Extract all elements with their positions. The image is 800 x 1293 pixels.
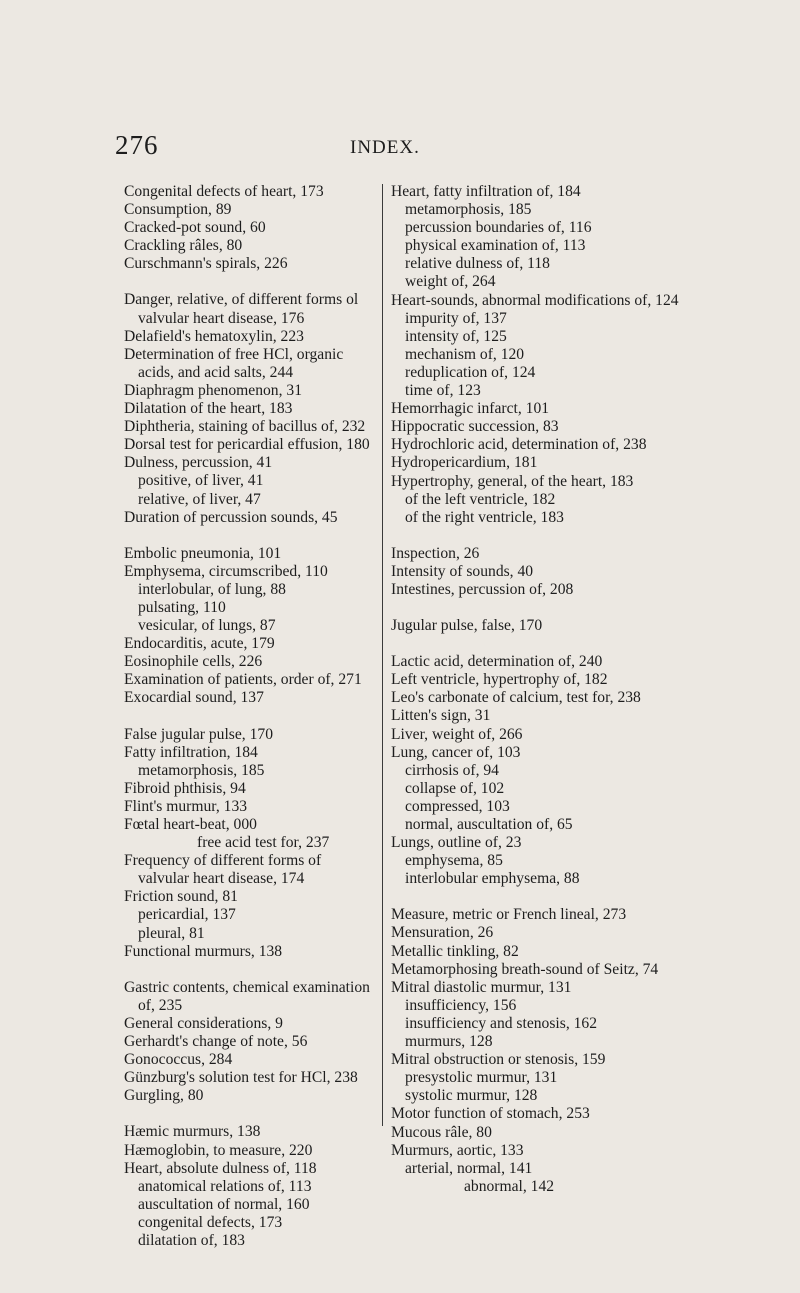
index-subentry: weight of, 264 (405, 273, 496, 291)
index-subentry: emphysema, 85 (405, 852, 503, 870)
index-entry: Duration of percussion sounds, 45 (124, 508, 338, 526)
index-entry: Dorsal test for pericardial effusion, 180 (124, 436, 370, 454)
index-entry: Embolic pneumonia, 101 (124, 544, 282, 562)
index-subentry: arterial, normal, 141 (405, 1159, 533, 1177)
index-subentry: anatomical relations of, 113 (138, 1177, 312, 1195)
index-entry: Mensuration, 26 (391, 924, 494, 942)
index-column-right (391, 183, 691, 1196)
index-subentry: time of, 123 (405, 382, 481, 400)
index-entry: Flint's murmur, 133 (124, 797, 248, 815)
index-entry: Fibroid phthisis, 94 (124, 779, 246, 797)
index-subentry: intensity of, 125 (405, 327, 507, 345)
index-gap (391, 599, 691, 617)
index-entry: False jugular pulse, 170 (124, 725, 273, 743)
index-entry: Left ventricle, hypertrophy of, 182 (391, 671, 608, 689)
page-title: INDEX. (350, 137, 420, 158)
index-subentry: pleural, 81 (138, 924, 205, 942)
index-entry: Lung, cancer of, 103 (391, 743, 521, 761)
index-entry: Metallic tinkling, 82 (391, 942, 519, 960)
index-entry: Hæmic murmurs, 138 (124, 1123, 261, 1141)
index-subentry: impurity of, 137 (405, 309, 507, 327)
index-gap (124, 273, 376, 291)
index-subentry: abnormal, 142 (464, 1177, 555, 1195)
index-gap (124, 961, 376, 979)
index-entry: Hydrochloric acid, determination of, 238 (391, 436, 647, 454)
index-subentry: interlobular emphysema, 88 (405, 870, 580, 888)
index-entry: Determination of free HCl, organic acids, and acid salts, 244 (124, 345, 344, 381)
index-entry: Hydropericardium, 181 (391, 454, 538, 472)
index-entry: Gonococcus, 284 (124, 1051, 233, 1069)
index-entry: Gastric contents, chemical examination of, 235 (124, 978, 370, 1014)
index-entry: General considerations, 9 (124, 1014, 283, 1032)
index-entry: Hæmoglobin, to measure, 220 (124, 1141, 313, 1159)
index-entry: Inspection, 26 (391, 544, 480, 562)
index-entry: Dulness, percussion, 41 (124, 454, 273, 472)
index-entry: Delafield's hematoxylin, 223 (124, 327, 304, 345)
index-entry: Endocarditis, acute, 179 (124, 635, 275, 653)
index-entry: Dilatation of the heart, 183 (124, 400, 293, 418)
index-entry: Fatty infiltration, 184 (124, 743, 258, 761)
index-entry: Hippocratic succession, 83 (391, 418, 559, 436)
index-subentry: presystolic murmur, 131 (405, 1069, 558, 1087)
index-entry: Diphtheria, staining of bacillus of, 232 (124, 418, 366, 436)
index-entry: Heart-sounds, abnormal modifications of, 124 (391, 291, 679, 309)
index-entry: Cracked-pot sound, 60 (124, 219, 266, 237)
index-subentry: metamorphosis, 185 (138, 761, 265, 779)
index-subentry: mechanism of, 120 (405, 345, 525, 363)
index-entry: Diaphragm phenomenon, 31 (124, 381, 302, 399)
index-column-left (124, 183, 376, 1250)
index-subentry: free acid test for, 237 (197, 834, 330, 852)
index-entry: Metamorphosing breath-sound of Seitz, 74 (391, 960, 659, 978)
index-entry: Gerhardt's change of note, 56 (124, 1033, 308, 1051)
index-gap (124, 1105, 376, 1123)
index-entry: Heart, fatty infiltration of, 184 (391, 183, 581, 200)
index-subentry: vesicular, of lungs, 87 (138, 617, 276, 635)
index-subentry: percussion boundaries of, 116 (405, 219, 592, 237)
index-subentry: systolic murmur, 128 (405, 1087, 538, 1105)
page-number: 276 (115, 130, 159, 160)
index-entry: Eosinophile cells, 226 (124, 653, 263, 671)
index-entry: Examination of patients, order of, 271 (124, 671, 362, 689)
index-entry: Murmurs, aortic, 133 (391, 1141, 524, 1159)
index-subentry: insufficiency, 156 (405, 996, 517, 1014)
index-subentry: insufficiency and stenosis, 162 (405, 1014, 598, 1032)
index-entry: Crackling râles, 80 (124, 237, 243, 255)
index-entry: Emphysema, circumscribed, 110 (124, 562, 328, 580)
index-subentry: reduplication of, 124 (405, 363, 536, 381)
index-entry: Lungs, outline of, 23 (391, 834, 522, 852)
index-subentry: interlobular, of lung, 88 (138, 580, 286, 598)
index-entry: Mucous râle, 80 (391, 1123, 492, 1141)
index-entry: Consumption, 89 (124, 201, 232, 219)
index-entry: Jugular pulse, false, 170 (391, 617, 543, 635)
index-subentry: metamorphosis, 185 (405, 201, 532, 219)
index-subentry: congenital defects, 173 (138, 1213, 283, 1231)
index-subentry: auscultation of normal, 160 (138, 1195, 310, 1213)
index-subentry: normal, auscultation of, 65 (405, 816, 573, 833)
index-subentry: of the left ventricle, 182 (405, 490, 556, 508)
index-subentry: cirrhosis of, 94 (405, 761, 499, 779)
index-entry: Motor function of stomach, 253 (391, 1105, 590, 1123)
index-entry: Fœtal heart-beat, 000 (124, 816, 257, 833)
column-divider (382, 184, 383, 1126)
index-subentry: collapse of, 102 (405, 779, 505, 797)
index-entry: Litten's sign, 31 (391, 707, 491, 725)
index-entry: Intensity of sounds, 40 (391, 562, 534, 580)
index-entry: Curschmann's spirals, 226 (124, 255, 288, 273)
index-subentry: of the right ventricle, 183 (405, 508, 564, 526)
index-gap (124, 708, 376, 726)
index-subentry: relative, of liver, 47 (138, 490, 261, 508)
index-entry: Gurgling, 80 (124, 1087, 204, 1105)
index-subentry: compressed, 103 (405, 797, 510, 815)
index-entry: Danger, relative, of different forms ol valvular heart disease, 176 (124, 291, 359, 327)
index-entry: Leo's carbonate of calcium, test for, 238 (391, 689, 641, 707)
index-entry: Functional murmurs, 138 (124, 942, 283, 960)
index-entry: Measure, metric or French lineal, 273 (391, 906, 627, 924)
index-entry: Lactic acid, determination of, 240 (391, 653, 603, 671)
index-subentry: physical examination of, 113 (405, 237, 586, 255)
index-entry: Hemorrhagic infarct, 101 (391, 400, 550, 418)
index-subentry: positive, of liver, 41 (138, 472, 264, 490)
index-gap (124, 527, 376, 545)
index-gap (391, 888, 691, 906)
index-entry: Heart, absolute dulness of, 118 (124, 1159, 317, 1177)
index-gap (391, 527, 691, 545)
index-entry: Mitral diastolic murmur, 131 (391, 978, 572, 996)
index-entry: Mitral obstruction or stenosis, 159 (391, 1051, 606, 1069)
index-subentry: dilatation of, 183 (138, 1231, 245, 1249)
index-entry: Hypertrophy, general, of the heart, 183 (391, 472, 634, 490)
index-entry: Liver, weight of, 266 (391, 725, 523, 743)
page-header (115, 130, 715, 166)
index-subentry: pericardial, 137 (138, 906, 236, 924)
index-subentry: relative dulness of, 118 (405, 255, 550, 273)
index-entry: Congenital defects of heart, 173 (124, 183, 324, 200)
index-entry: Günzburg's solution test for HCl, 238 (124, 1069, 358, 1087)
index-entry: Exocardial sound, 137 (124, 689, 264, 707)
index-gap (391, 635, 691, 653)
index-entry: Friction sound, 81 (124, 888, 238, 906)
index-entry: Frequency of different forms of valvular heart disease, 174 (124, 852, 322, 888)
index-subentry: murmurs, 128 (405, 1033, 493, 1051)
index-subentry: pulsating, 110 (138, 598, 226, 616)
index-entry: Intestines, percussion of, 208 (391, 580, 574, 598)
